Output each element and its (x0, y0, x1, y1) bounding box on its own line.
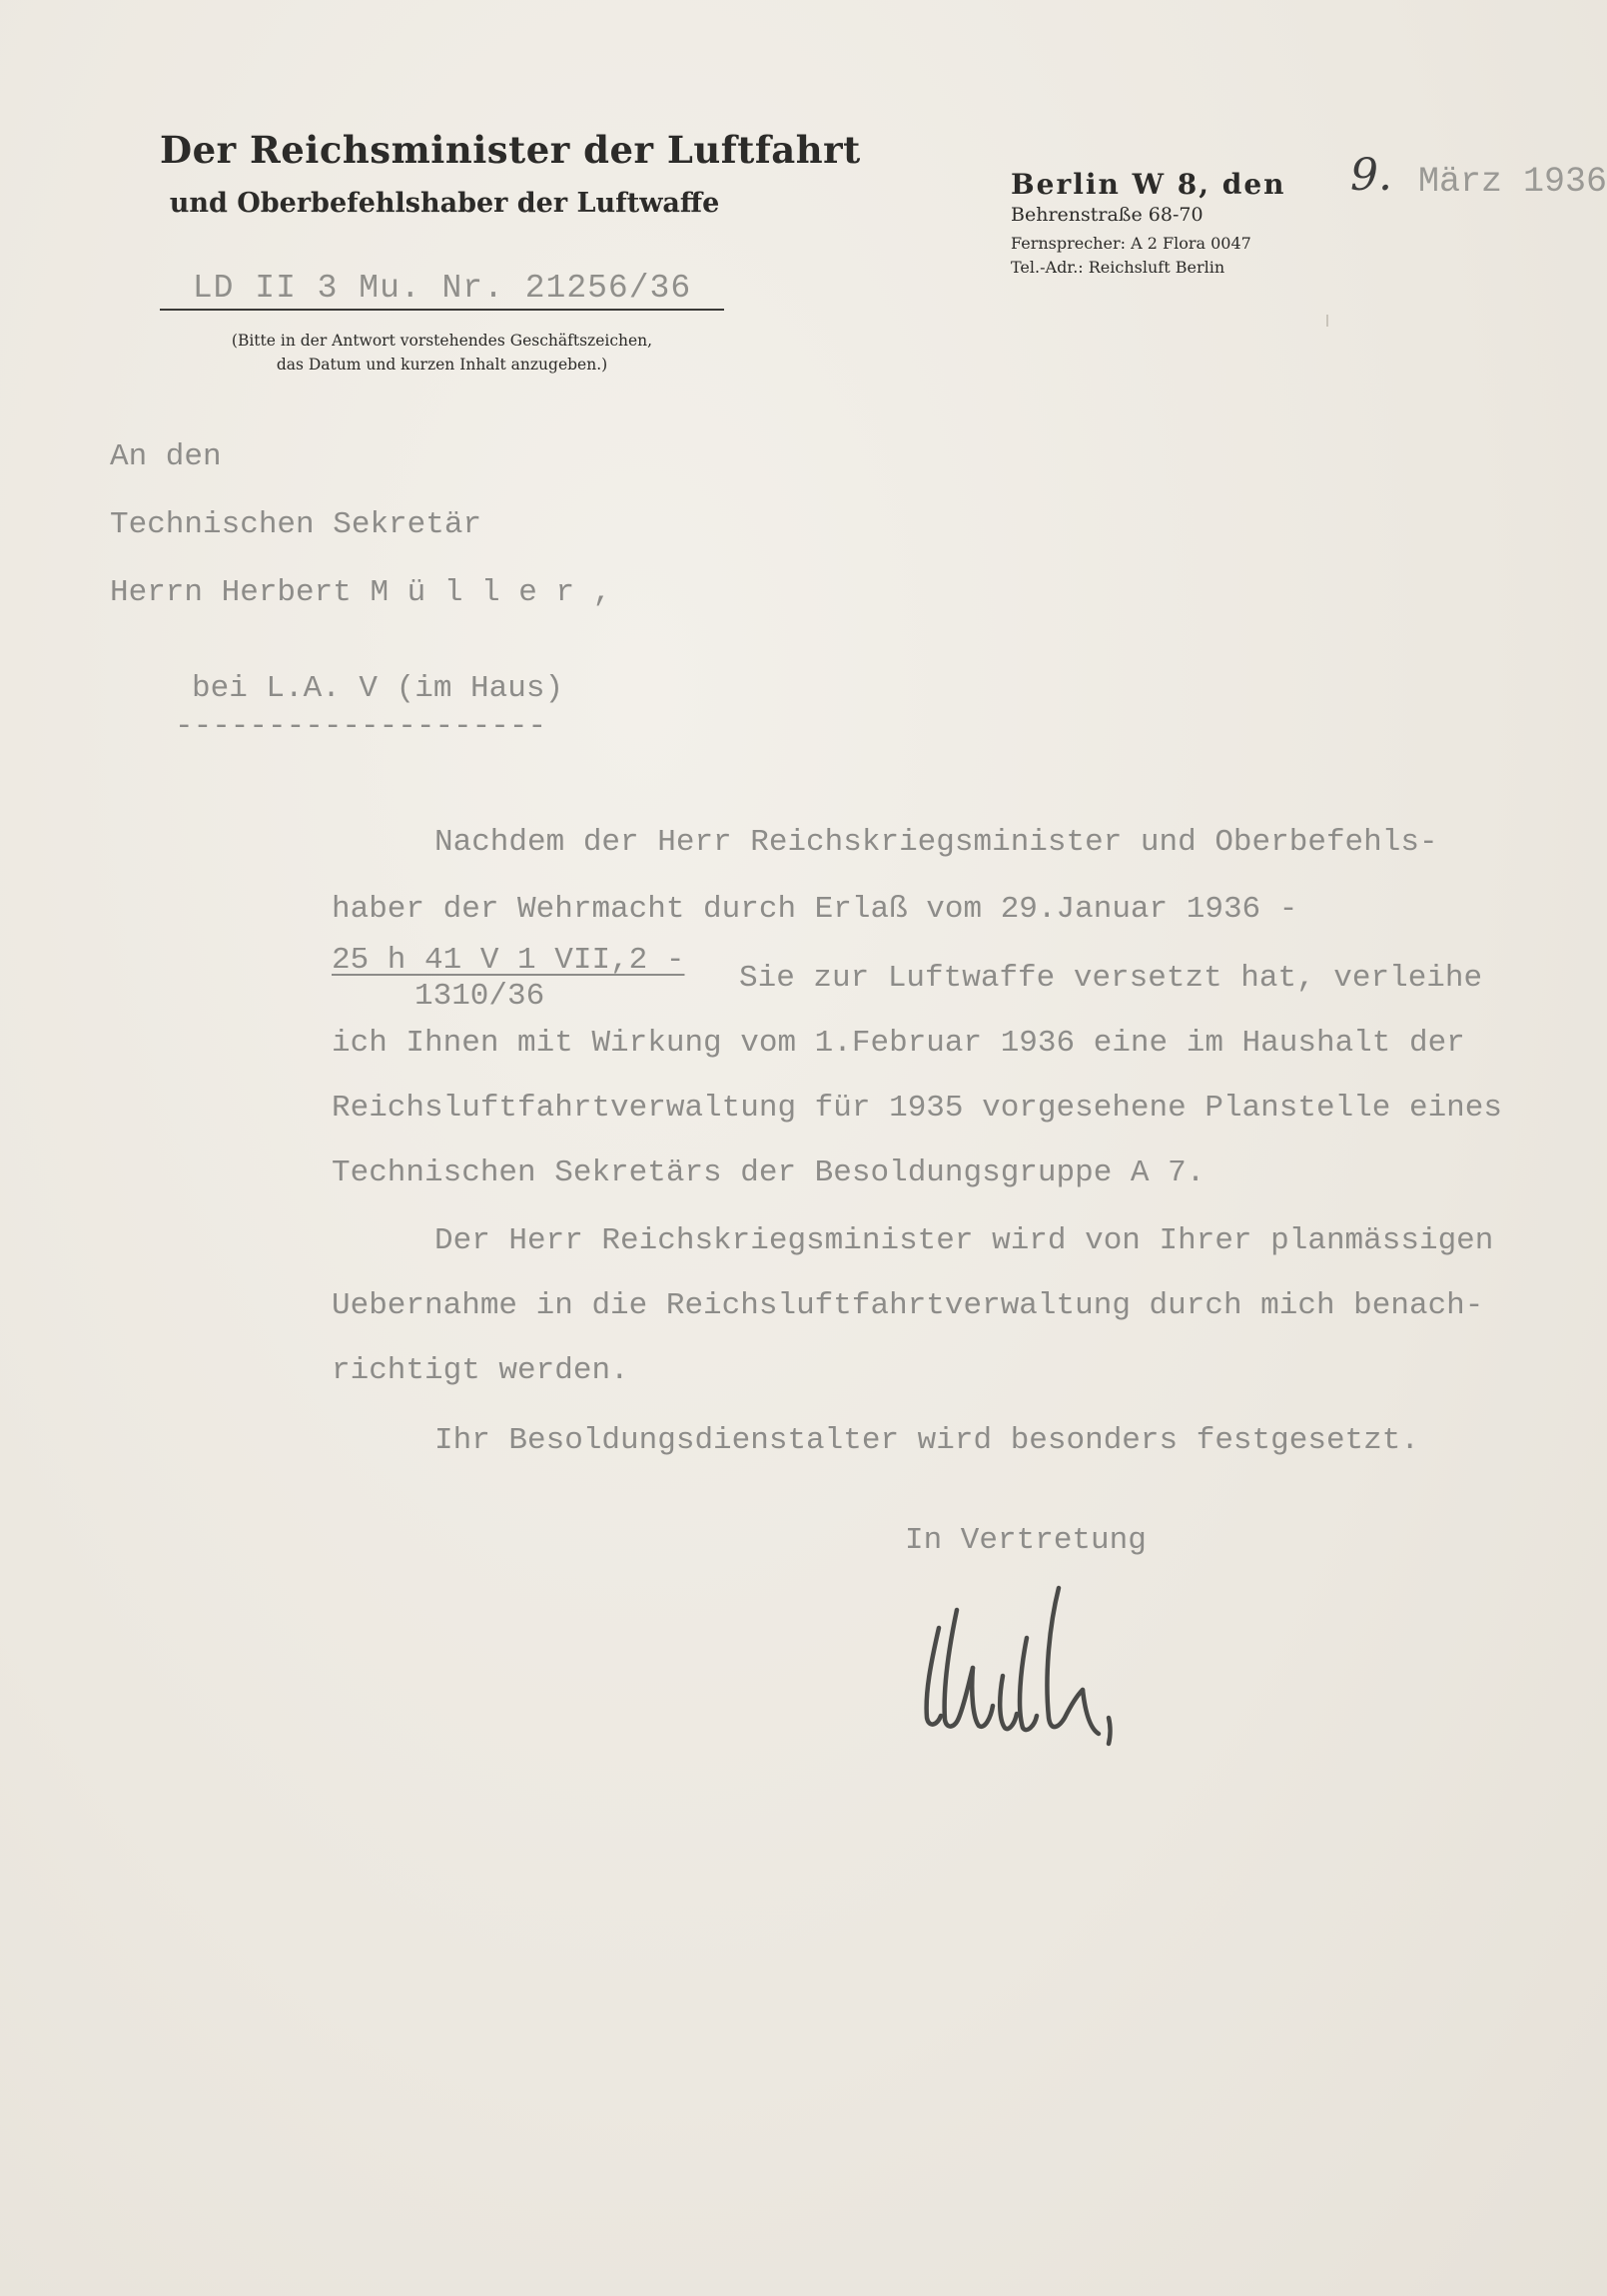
letterhead-subtitle: und Oberbefehlshaber der Luftwaffe (169, 188, 720, 219)
letterhead-title: Der Reichsminister der Luftfahrt (160, 128, 861, 172)
date-day: 9. (1350, 150, 1392, 201)
decree-reference-bottom: 1310/36 (414, 979, 545, 1014)
decree-reference-top: 25 h 41 V 1 VII,2 - (332, 943, 685, 978)
recipient-line3: Herrn Herbert M ü l l e r , (110, 575, 612, 610)
place-telegram: Tel.-Adr.: Reichsluft Berlin (1011, 258, 1225, 277)
body-line1: Nachdem der Herr Reichskriegsminister und Oberbefehls- (434, 825, 1438, 860)
reference-number: LD II 3 Mu. Nr. 21256/36 (192, 270, 692, 307)
body-line3: Sie zur Luftwaffe versetzt hat, verleihe (739, 961, 1483, 996)
body-line7: Der Herr Reichskriegsminister wird von Ihrer planmässigen (434, 1223, 1494, 1258)
recipient-underline: -------------------- (175, 709, 547, 744)
place-phone: Fernsprecher: A 2 Flora 0047 (1011, 234, 1251, 253)
body-line9: richtigt werden. (332, 1353, 629, 1388)
closing-text: In Vertretung (905, 1523, 1147, 1558)
place-city-line: Berlin W 8, den (1011, 168, 1286, 201)
recipient-line2: Technischen Sekretär (110, 507, 482, 542)
place-street: Behrenstraße 68-70 (1011, 204, 1204, 226)
body-line6: Technischen Sekretärs der Besoldungsgruppe A 7. (332, 1155, 1205, 1190)
recipient-line4: bei L.A. V (im Haus) (192, 671, 564, 706)
body-line4: ich Ihnen mit Wirkung vom 1.Februar 1936 eine im Haushalt der (332, 1026, 1465, 1061)
body-line5: Reichsluftfahrtverwaltung für 1935 vorgesehene Planstelle eines (332, 1091, 1502, 1126)
body-line8: Uebernahme in die Reichsluftfahrtverwaltung durch mich benach- (332, 1288, 1484, 1323)
paper-mark (1326, 315, 1328, 327)
reference-rule (160, 309, 724, 311)
handwritten-signature (899, 1568, 1258, 1758)
body-line10: Ihr Besoldungsdienstalter wird besonders festgesetzt. (434, 1423, 1419, 1458)
reference-note-line1: (Bitte in der Antwort vorstehendes Geschäftszeichen, (231, 332, 653, 350)
recipient-line1: An den (110, 439, 222, 474)
body-line2: haber der Wehrmacht durch Erlaß vom 29.Januar 1936 - (332, 892, 1298, 927)
reference-note-line2: das Datum und kurzen Inhalt anzugeben.) (276, 356, 608, 374)
date-month-year: März 1936 (1418, 162, 1607, 202)
